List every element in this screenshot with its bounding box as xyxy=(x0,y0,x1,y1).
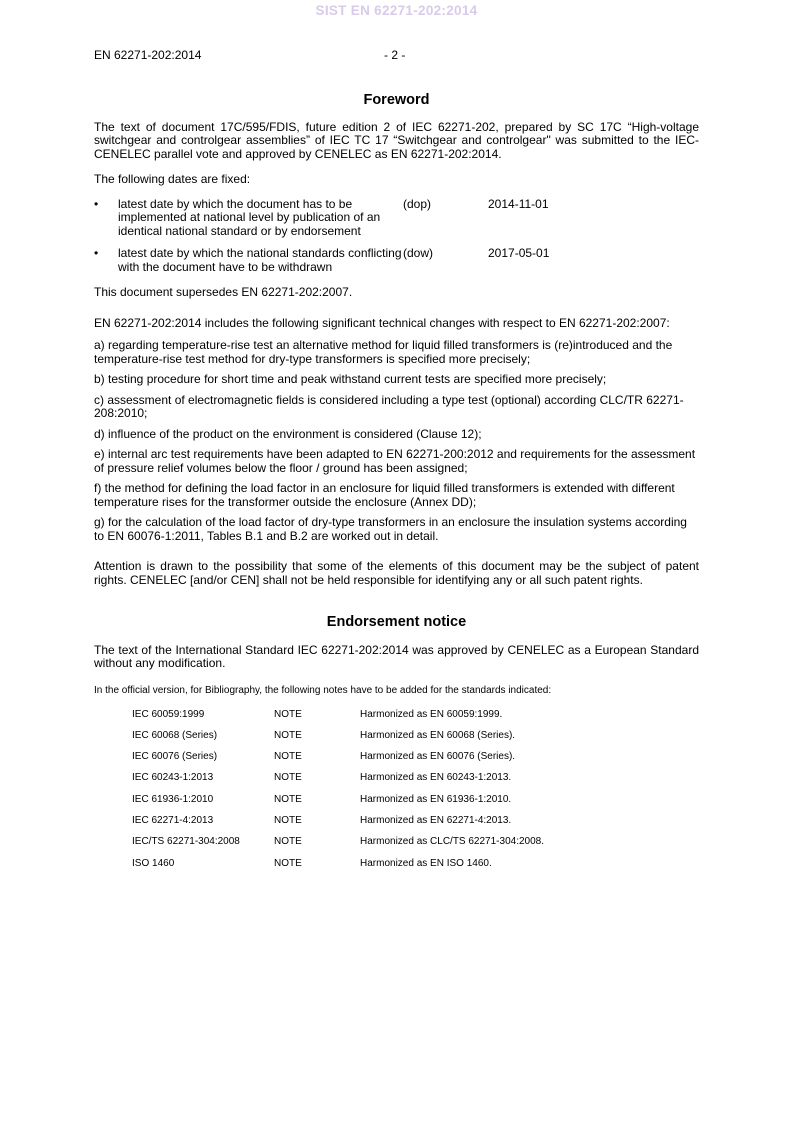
change-item: g) for the calculation of the load factor of dry-type transformers in an enclosure the insulation systems according to EN 60076-1:2011, Tables B.1 and B.2 are worked out in detail. xyxy=(94,515,687,543)
note-text: Harmonized as EN 62271-4:2013. xyxy=(360,814,512,826)
page-content xyxy=(94,94,699,879)
date-item-text: latest date by which the national standards conflicting with the document have to be withdrawn xyxy=(118,246,402,274)
supersedes-text: This document supersedes EN 62271-202:2007. xyxy=(94,285,353,299)
date-item-date: 2017-05-01 xyxy=(488,246,550,260)
note-standard: ISO 1460 xyxy=(132,857,175,869)
note-row xyxy=(132,730,699,751)
note-row xyxy=(132,836,699,857)
note-row xyxy=(132,815,699,836)
date-item-text: latest date by which the document has to be implemented at national level by publication of an identical national standard or by endorsement xyxy=(118,196,381,238)
note-row xyxy=(132,751,699,772)
endorsement-text: The text of the International Standard IEC 62271-202:2014 was approved by CENELEC as a European Standard without any modification. xyxy=(94,642,699,670)
note-row xyxy=(132,858,699,879)
foreword-intro: The text of document 17C/595/FDIS, future edition 2 of IEC 62271-202, prepared by SC 17C “High-voltage switchgear and controlgear assemblies” of IEC TC 17 “Switchgear and controlgear" was submitted to the IEC-CENELEC parallel vote and approved by CENELEC as EN 62271-202:2014. xyxy=(94,119,699,161)
note-label: NOTE xyxy=(274,857,302,869)
note-row xyxy=(132,794,699,815)
date-item-code: (dop) xyxy=(403,196,432,211)
patent-notice: Attention is drawn to the possibility that some of the elements of this document may be the subject of patent rights. CENELEC [and/or CEN] shall not be held responsible for identifying any or all such patent rights. xyxy=(94,559,699,587)
note-standard: IEC 60243-1:2013 xyxy=(132,772,214,784)
note-standard: IEC 60059:1999 xyxy=(132,708,205,720)
bibliography-note: In the official version, for Bibliography, the following notes have to be added for the standards indicated: xyxy=(94,684,552,696)
note-row xyxy=(132,709,699,730)
note-label: NOTE xyxy=(274,793,302,805)
header-doc-id: EN 62271-202:2014 xyxy=(94,48,202,62)
note-text: Harmonized as EN 60243-1:2013. xyxy=(360,772,512,784)
note-standard: IEC 61936-1:2010 xyxy=(132,793,214,805)
dates-list xyxy=(94,198,699,275)
changes-intro: EN 62271-202:2014 includes the following significant technical changes with respect to EN 62271-202:2007: xyxy=(94,315,670,330)
date-item xyxy=(94,247,699,274)
notes-list xyxy=(132,709,699,879)
watermark: SIST EN 62271-202:2014 xyxy=(315,3,478,18)
note-label: NOTE xyxy=(274,729,302,741)
note-text: Harmonized as CLC/TS 62271-304:2008. xyxy=(360,836,544,848)
date-item-code: (dow) xyxy=(403,246,434,260)
note-label: NOTE xyxy=(274,814,302,826)
change-item: a) regarding temperature-rise test an alternative method for liquid filled transformers is (re)introduced and the temperature-rise test method for dry-type transformers is specified more precisely; xyxy=(94,338,673,366)
note-label: NOTE xyxy=(274,836,302,848)
bullet-icon: • xyxy=(94,246,99,260)
change-item: d) influence of the product on the environment is considered (Clause 12); xyxy=(94,426,482,441)
note-text: Harmonized as EN 60076 (Series). xyxy=(360,751,516,763)
page-number: - 2 - xyxy=(384,48,406,62)
date-item xyxy=(94,198,699,239)
bullet-icon: • xyxy=(94,196,99,211)
note-label: NOTE xyxy=(274,708,302,720)
note-label: NOTE xyxy=(274,772,302,784)
note-text: Harmonized as EN ISO 1460. xyxy=(360,857,492,869)
change-item: c) assessment of electromagnetic fields is considered including a type test (optional) according CLC/TR 62271-208:2010; xyxy=(94,392,684,420)
endorsement-title: Endorsement notice xyxy=(326,614,467,630)
note-label: NOTE xyxy=(274,751,302,763)
foreword-title: Foreword xyxy=(363,92,430,108)
change-item: b) testing procedure for short time and peak withstand current tests are specified more precisely; xyxy=(94,372,607,386)
note-standard: IEC/TS 62271-304:2008 xyxy=(132,836,240,848)
note-text: Harmonized as EN 61936-1:2010. xyxy=(360,793,512,805)
note-row xyxy=(132,772,699,793)
change-item: e) internal arc test requirements have been adapted to EN 62271-200:2012 and requirements for the assessment of pressure relief volumes below the floor / ground has been assigned; xyxy=(94,447,696,475)
note-text: Harmonized as EN 60068 (Series). xyxy=(360,729,516,741)
change-item: f) the method for defining the load factor in an enclosure for liquid filled transformers is extended with different temperature rises for the transformer outside the enclosure (Annex DD); xyxy=(94,481,675,509)
note-standard: IEC 60076 (Series) xyxy=(132,751,218,763)
note-standard: IEC 62271-4:2013 xyxy=(132,814,214,826)
date-item-date: 2014-11-01 xyxy=(488,196,549,211)
dates-intro: The following dates are fixed: xyxy=(94,172,251,186)
note-standard: IEC 60068 (Series) xyxy=(132,729,218,741)
note-text: Harmonized as EN 60059:1999. xyxy=(360,708,503,720)
